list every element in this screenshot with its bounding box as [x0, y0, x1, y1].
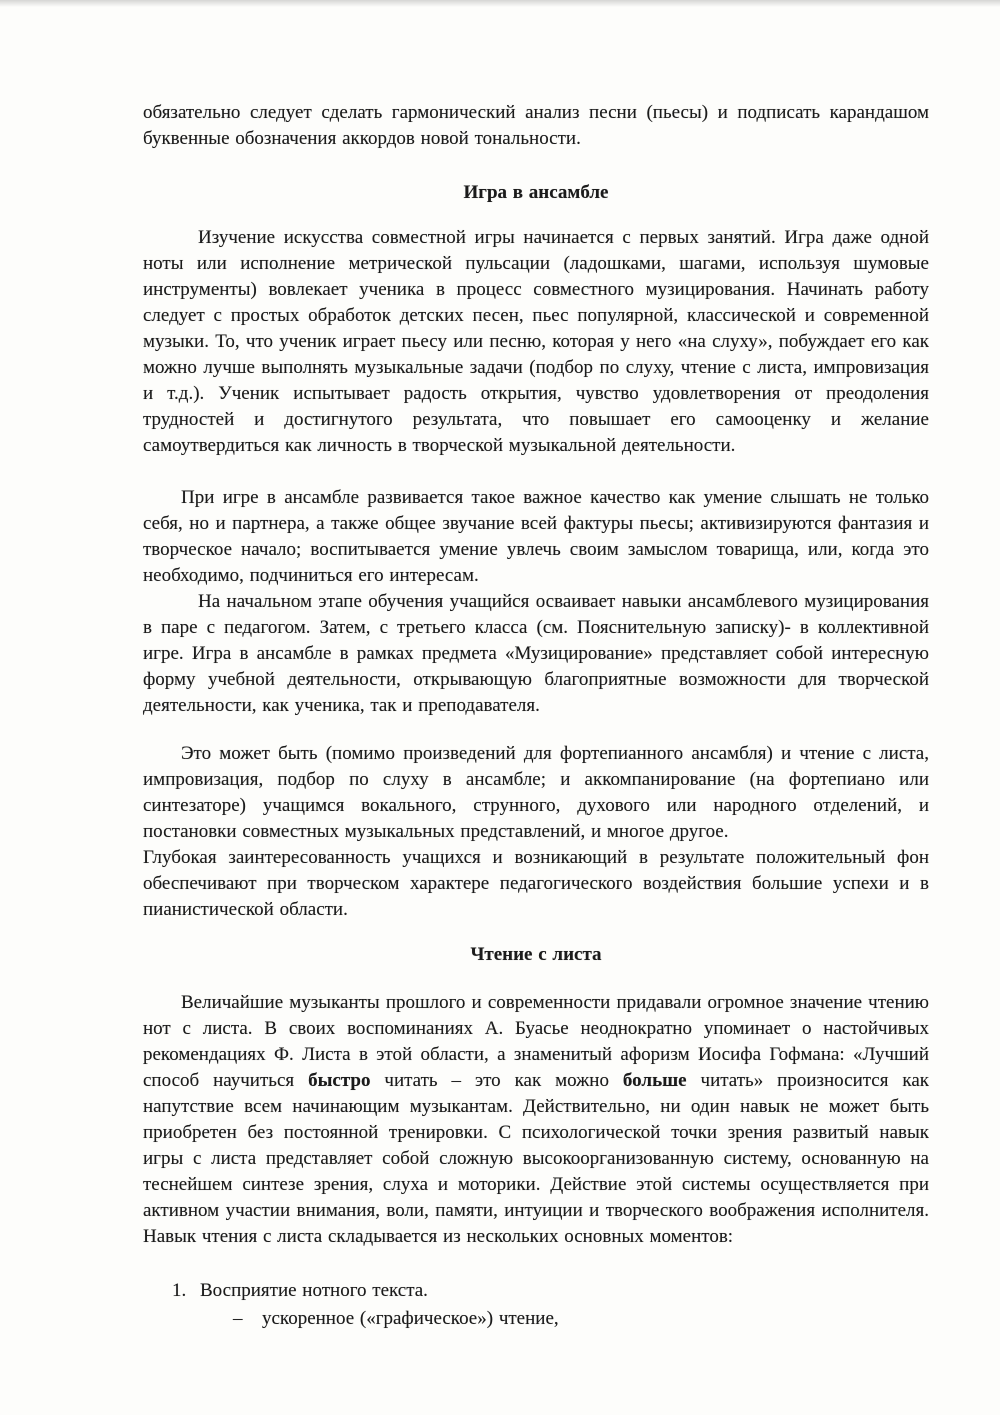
list-subitem-1-dash: – — [233, 1308, 243, 1329]
paragraph-ensemble-quality: При игре в ансамбле развивается такое важное качество как умение слышать не только себя, но и партнера, а также общее звучание всей фактуры пьесы; активизируются фантазия и творческое начало; воспитывается умение увлечь своим замыслом товарища, или, когда это необходимо, подчиниться его интересам. — [143, 487, 929, 586]
paragraph-reading-part3: читать» произносится как напутствие всем начинающим музыкантам. Действительно, ни один навык не может быть приобретен без постоянной тренировки. С психологической точки зрения развитый навык игры с листа представляет собой сложную высокоорганизованную систему, основанную на теснейшем синтезе зрения, слуха и моторики. Действие этой системы осуществляется при активном участии внимания, воли, памяти, интуиции и творческого воображения исполнителя. Навык чтения с листа складывается из нескольких основных моментов: — [143, 1070, 929, 1247]
paragraph-ensemble-maybe: Это может быть (помимо произведений для фортепианного ансамбля) и чтение с листа, импровизация, подбор по слуху в ансамбле; и аккомпанирование (на фортепиано или синтезаторе) учащимся вокального, струнного, духового или народного отделений, и постановки совместных музыкальных представлений, и многое другое. — [143, 743, 929, 842]
list-item-1-text: Восприятие нотного текста. — [200, 1280, 428, 1301]
paragraph-reading-part2: читать – это как можно — [370, 1070, 623, 1091]
moments-list — [143, 1278, 929, 1332]
section-heading-reading: Чтение с листа — [470, 944, 602, 965]
intro-paragraph: обязательно следует сделать гармонический анализ песни (пьесы) и подписать карандашом буквенные обозначения аккордов новой тональности. — [143, 102, 929, 149]
paragraph-ensemble-study: Изучение искусства совместной игры начинается с первых занятий. Игра даже одной ноты или исполнение метрической пульсации (ладошками, шагами, используя шумовые инструменты) вовлекает ученика в процесс совместного музицирования. Начинать работу следует с простых обработок детских песен, пьес популярной, классической и современной музыки. То, что ученик играет пьесу или песню, которая у него «на слуху», побуждает его как можно лучше выполнять музыкальные задачи (подбор по слуху, чтение с листа, импровизация и т.д.). Ученик испытывает радость открытия, чувство удовлетворения от преодоления трудностей и достигнутого результата, что повышает его самооценку и желание самоутвердиться как личность в творческой музыкальной деятельности. — [143, 227, 929, 456]
bold-word-bystro: быстро — [308, 1070, 371, 1091]
paragraph-ensemble-stage: На начальном этапе обучения учащийся осваивает навыки ансамблевого музицирования в паре с педагогом. Затем, с третьего класса (см. Пояснительную записку)- в коллективной игре. Игра в ансамбле в рамках предмета «Музицирование» представляет собой интересную форму учебной деятельности, открывающую благоприятные возможности для творческой деятельности, как ученика, так и преподавателя. — [143, 591, 929, 716]
paragraph-reading-part1: Величайшие музыканты прошлого и современности придавали огромное значение чтению нот с листа. В своих воспоминаниях А. Буасье неоднократно упоминает о настойчивых рекомендациях Ф. Листа в этой области, а знаменитый афоризм Иосифа Гофмана: «Лучший способ научиться — [143, 992, 929, 1091]
text-block — [143, 100, 929, 1332]
bold-word-bolshe: больше — [622, 1070, 687, 1091]
paragraph-ensemble-deep: Глубокая заинтересованность учащихся и возникающий в результате положительный фон обеспечивают при творческом характере педагогического воздействия большие успехи и в пианистической области. — [143, 847, 929, 920]
section-heading-ensemble: Игра в ансамбле — [463, 182, 609, 203]
list-item-1 — [143, 1278, 929, 1304]
list-subitem-1-text: ускоренное («графическое») чтение, — [262, 1308, 559, 1329]
list-subitem-1 — [143, 1306, 929, 1332]
list-item-1-number: 1. — [172, 1280, 187, 1301]
paragraph-reading-main — [143, 990, 929, 1276]
